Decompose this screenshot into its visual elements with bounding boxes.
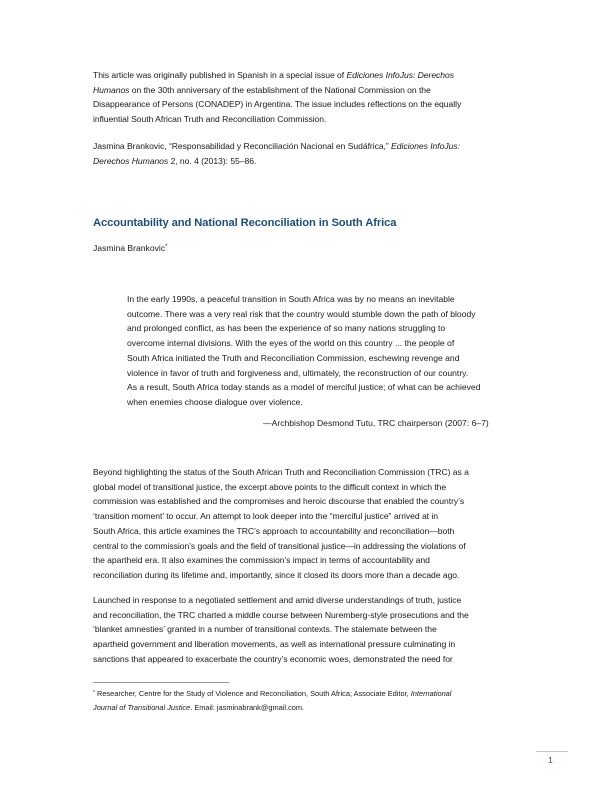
epigraph-line: overcome internal divisions. With the eyes of the world on this country ... the people of (127, 338, 455, 349)
body-line: apartheid government and liberation movements, as well as international pressure culminating in (93, 639, 456, 650)
body-line: global model of transitional justice, the excerpt above points to the difficult context in which the (93, 481, 447, 492)
body-line: ‘transition moment’ to occur. An attempt to look deeper into the “merciful justice” arrived at in (93, 511, 438, 522)
epigraph-line: violence in favor of truth and forgiveness and, ultimately, the reconstruction of our country. (127, 367, 469, 378)
publication-note (93, 68, 523, 127)
page-number: 1 (548, 755, 553, 765)
body-line: the apartheid era. It also examines the commission’s impact in terms of accountability and (93, 555, 430, 566)
body-line: Launched in response to a negotiated settlement and amid diverse understandings of truth, justice (93, 595, 462, 605)
epigraph-attribution: —Archbishop Desmond Tutu, TRC chairperson (2007: 6–7) (263, 418, 489, 428)
footnote-reference[interactable]: * (165, 244, 168, 250)
footnote-separator (93, 682, 229, 683)
article-title: Accountability and National Reconciliation in South Africa (93, 217, 397, 229)
article-author (93, 243, 167, 253)
original-citation (93, 139, 523, 168)
body-line: and reconciliation, the TRC charted a middle course between Nuremberg-style prosecutions and the (93, 609, 469, 620)
citation-line: Jasmina Brankovic, “Responsabilidad y Reconciliación Nacional en Sudáfrica,” Ediciones InfoJus: (93, 141, 460, 151)
citation-line: Derechos Humanos 2, no. 4 (2013): 55–86. (93, 155, 257, 166)
footnote (93, 686, 451, 716)
footnote-line: * Researcher, Centre for the Study of Violence and Reconciliation, South Africa; Associate Editor, International (93, 689, 452, 698)
epigraph-line: South Africa initiated the Truth and Reconciliation Commission, eschewing revenge and (127, 352, 460, 363)
author-name: Jasmina Brankovic (93, 243, 166, 253)
body-line: central to the commission’s goals and the field of transitional justice—in addressing the violations of (93, 540, 466, 551)
body-line: sanctions that appeared to exacerbate the country’s economic woes, demonstrated the need for (93, 653, 453, 664)
epigraph-line: outcome. There was a very real risk that the country would stumble down the path of bloody (127, 308, 476, 319)
body-line: commission was established and the compromises and heroic discourse that enabled the country’s (93, 496, 465, 507)
publication-note-line: Disappearance of Persons (CONADEP) in Argentina. The issue includes reflections on the equally (93, 99, 462, 110)
publication-note-line: This article was originally published in Spanish in a special issue of Ediciones InfoJus: Derechos (93, 70, 455, 80)
body-line: Beyond highlighting the status of the South African Truth and Reconciliation Commission (TRC) as a (93, 467, 469, 477)
publication-note-line: influential South African Truth and Reconciliation Commission. (93, 114, 327, 125)
page-number-rule (536, 751, 568, 752)
body-paragraph (93, 465, 523, 583)
epigraph-quote (127, 292, 481, 410)
epigraph-line: when enemies choose dialogue over violence. (127, 396, 303, 407)
footnote-mark: * (93, 690, 95, 696)
body-line: reconciliation during its lifetime and, importantly, since it closed its doors more than a decade ago. (93, 569, 460, 580)
body-line: ‘blanket amnesties’ granted in a number of transitional contexts. The stalemate between the (93, 624, 437, 635)
footnote-line: Journal of Transitional Justice. Email: jasminabrank@gmail.com. (93, 703, 305, 713)
epigraph-line: As a result, South Africa today stands as a model of merciful justice; of what can be achieved (127, 382, 481, 393)
epigraph-line: and prolonged conflict, as has been the experience of so many nations struggling to (127, 323, 446, 334)
footnote-email: . Email: jasminabrank@gmail.com. (190, 703, 305, 713)
body-paragraph (93, 593, 523, 667)
epigraph-line: In the early 1990s, a peaceful transition in South Africa was by no means an inevitable (127, 294, 455, 304)
body-line: South Africa, this article examines the TRC’s approach to accountability and reconciliation—both (93, 525, 455, 536)
publication-note-line: Humanos on the 30th anniversary of the establishment of the National Commission on the (93, 84, 431, 95)
